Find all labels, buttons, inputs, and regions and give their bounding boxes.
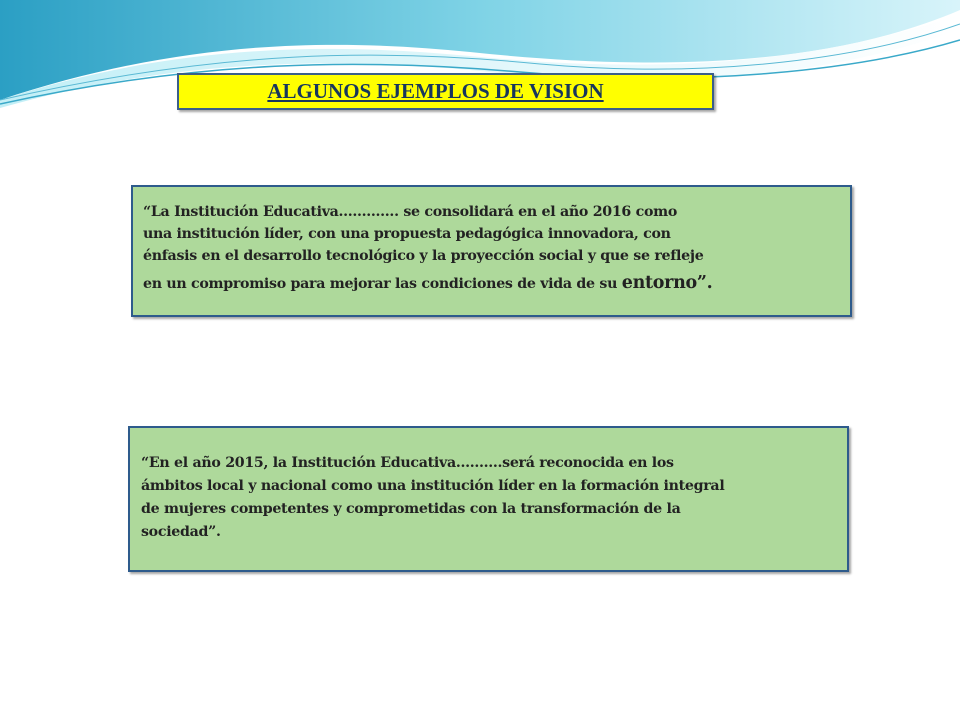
quote2-line1: “En el año 2015, la Institución Educativa……….será reconocida en los — [141, 455, 674, 471]
quote1-line4 — [143, 273, 712, 293]
vision-example-2 — [128, 426, 849, 572]
quote1-line4-start: en un compromiso para mejorar las condiciones de vida de su — [143, 276, 622, 292]
quote1-line4-end: entorno”. — [621, 273, 713, 293]
vision-example-1 — [131, 185, 852, 317]
quote2-line2: ámbitos local y nacional como una institución líder en la formación integral — [141, 478, 725, 494]
quote2-line4: sociedad”. — [141, 524, 221, 540]
quote1-line1: “La Institución Educativa…………. se consolidará en el año 2016 como — [143, 204, 678, 220]
quote1-line3: énfasis en el desarrollo tecnológico y la proyección social y que se refleje — [143, 248, 704, 264]
title-box — [177, 73, 714, 110]
slide-title: ALGUNOS EJEMPLOS DE VISION — [267, 79, 604, 103]
quote1-line2: una institución líder, con una propuesta pedagógica innovadora, con — [143, 226, 671, 242]
quote2-line3: de mujeres competentes y comprometidas con la transformación de la — [141, 501, 681, 517]
